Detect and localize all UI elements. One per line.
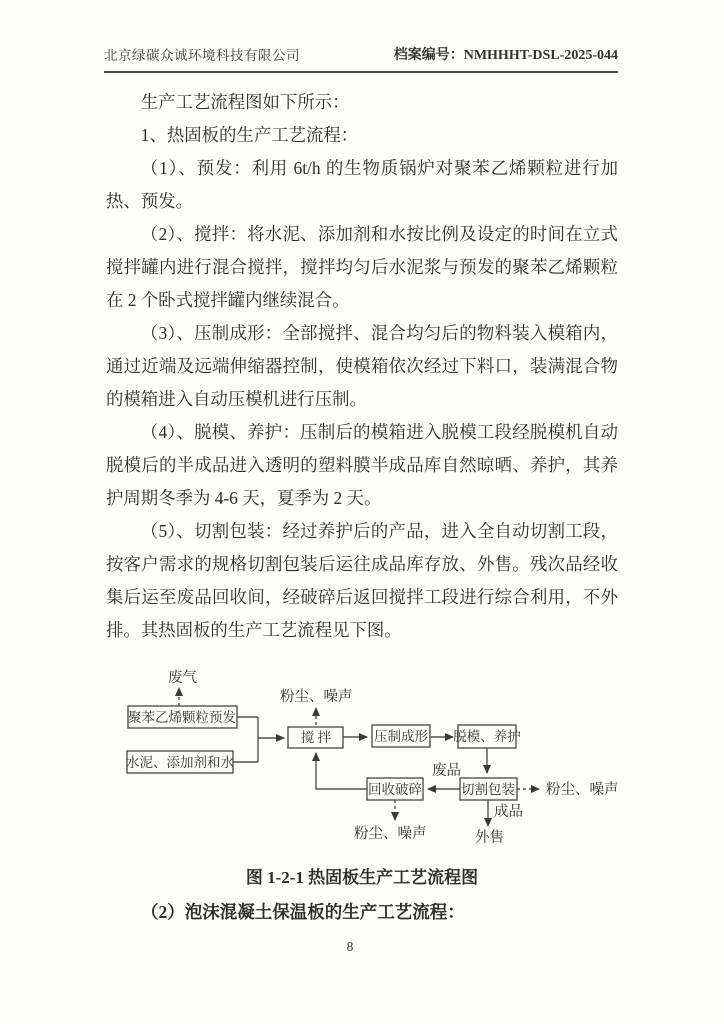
archive-number: 档案编号：NMHHHT-DSL-2025-044 bbox=[393, 48, 618, 63]
box-mix-label: 搅 拌 bbox=[300, 730, 332, 745]
paragraph-step-1: （1）、预发：利用 6t/h 的生物质锅炉对聚苯乙烯颗粒进行加热、预发。 bbox=[106, 158, 618, 211]
section-heading-2: （2）泡沫混凝土保温板的生产工艺流程： bbox=[141, 902, 465, 922]
paragraph-step-2: （2）、搅拌：将水泥、添加剂和水按比例及设定的时间在立式搅拌罐内进行混合搅拌，搅拌均匀后水泥浆与预发的聚苯乙烯颗粒在 2 个卧式搅拌罐内继续混合。 bbox=[106, 224, 618, 310]
label-dust-noise-right: 粉尘、噪声 bbox=[546, 782, 619, 798]
page-number: 8 bbox=[346, 939, 354, 954]
label-dust-noise-bottom: 粉尘、噪声 bbox=[354, 826, 427, 842]
arrow-recycle-to-mix bbox=[316, 753, 367, 789]
label-waste-product: 废品 bbox=[432, 763, 461, 779]
company-name: 北京绿碳众诚环境科技有限公司 bbox=[104, 48, 300, 63]
label-dust-noise-top: 粉尘、噪声 bbox=[280, 689, 353, 705]
page-header bbox=[104, 44, 618, 73]
paragraph-step-4: （4）、脱模、养护：压制后的模箱进入脱模工段经脱模机自动脱模后的半成品进入透明的塑料膜半成品库自然晾晒、养护，其养护周期冬季为 4-6 天，夏季为 2 天。 bbox=[106, 422, 618, 508]
paragraph-step-5: （5）、切割包装：经过养护后的产品，进入全自动切割工段，按客户需求的规格切割包装后运往成品库存放、外售。残次品经收集后运至废品回收间，经破碎后返回搅拌工段进行综合利用，不外排。其热固板的生产工艺流程见下图。 bbox=[106, 521, 618, 640]
label-waste-gas: 废气 bbox=[168, 670, 197, 686]
box-demold-label: 脱模、养护 bbox=[453, 729, 521, 744]
figure-caption: 图 1-2-1 热固板生产工艺流程图 bbox=[245, 868, 479, 887]
box-press-label: 压制成形 bbox=[374, 729, 428, 744]
paragraph-step-3: （3）、压制成形：全部搅拌、混合均匀后的物料装入模箱内，通过近端及远端伸缩器控制，使模箱依次经过下料口，装满混合物的模箱进入自动压模机进行压制。 bbox=[106, 323, 618, 409]
process-flowchart bbox=[90, 650, 650, 862]
paragraph-intro: 生产工艺流程图如下所示： bbox=[140, 92, 350, 112]
box-materials-label: 水泥、添加剂和水 bbox=[126, 755, 234, 770]
box-recycle-label: 回收破碎 bbox=[368, 782, 422, 797]
box-prefoam-label: 聚苯乙烯颗粒预发 bbox=[128, 710, 236, 725]
paragraph-heading-1: 1、热固板的生产工艺流程： bbox=[140, 125, 359, 145]
label-finished-product: 成品 bbox=[494, 804, 523, 820]
label-external-sale: 外售 bbox=[475, 830, 504, 846]
body-text bbox=[106, 86, 618, 647]
box-cut-label: 切割包装 bbox=[461, 782, 515, 797]
flowchart-svg bbox=[90, 650, 650, 862]
